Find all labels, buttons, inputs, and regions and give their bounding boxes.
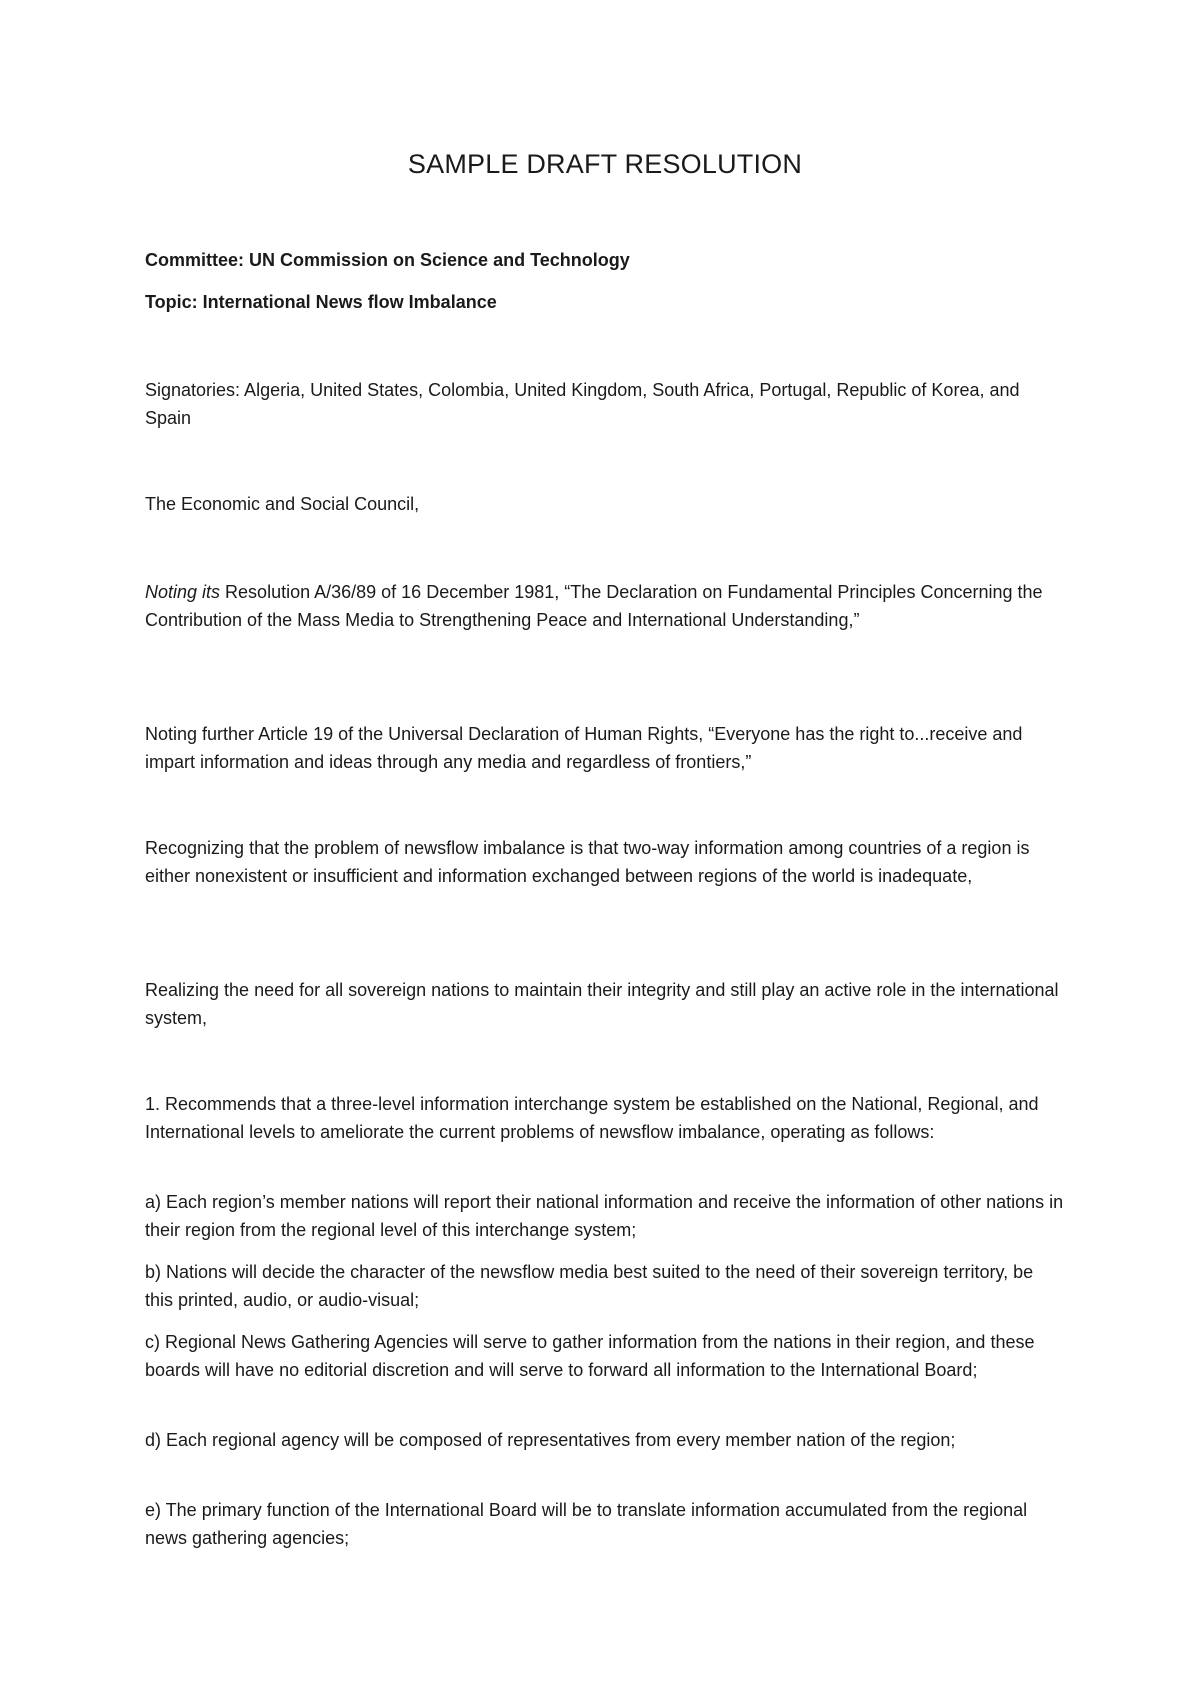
signatories-paragraph: Signatories: Algeria, United States, Colombia, United Kingdom, South Africa, Portugal, Republic of Korea, and Spain (145, 380, 1020, 428)
operative-clause-1: 1. Recommends that a three-level information interchange system be established on the National, Regional, and International levels to ameliorate the current problems of newsflow imbalance, operating as follows: (145, 1094, 1039, 1142)
clause-1-italic-phrase: Noting its (145, 582, 221, 602)
preambular-clause-3: Recognizing that the problem of newsflow imbalance is that two-way information among countries of a region is either nonexistent or insufficient and information exchanged between regions of the world is inadequate, (145, 838, 1030, 886)
sub-clause-c: c) Regional News Gathering Agencies will serve to gather information from the nations in their region, and these boards will have no editorial discretion and will serve to forward all information to the International Board; (145, 1332, 1035, 1380)
sub-clause-e: e) The primary function of the International Board will be to translate information accumulated from the regional news gathering agencies; (145, 1500, 1028, 1548)
body-intro: The Economic and Social Council, (145, 494, 420, 514)
preambular-clause-4: Realizing the need for all sovereign nations to maintain their integrity and still play an active role in the international system, (145, 980, 1059, 1028)
topic-line: Topic: International News flow Imbalance (145, 292, 497, 312)
sub-clause-d: d) Each regional agency will be composed of representatives from every member nation of the region; (145, 1430, 956, 1450)
sub-clause-a: a) Each region’s member nations will report their national information and receive the information of other nations in their region from the regional level of this interchange system; (145, 1192, 1064, 1240)
sub-clause-b: b) Nations will decide the character of the newsflow media best suited to the need of their sovereign territory, be this printed, audio, or audio-visual; (145, 1262, 1034, 1310)
preambular-clause-2: Noting further Article 19 of the Universal Declaration of Human Rights, “Everyone has the right to...receive and impart information and ideas through any media and regardless of frontiers,” (145, 724, 1023, 772)
document-title: SAMPLE DRAFT RESOLUTION (407, 149, 803, 179)
clause-1-text: Resolution A/36/89 of 16 December 1981, “The Declaration on Fundamental Principles Concerning the Contribution of the Mass Media to Strengthening Peace and International Understanding,” (145, 582, 1043, 630)
preambular-clause-1 (145, 578, 1065, 634)
committee-line: Committee: UN Commission on Science and Technology (145, 250, 630, 270)
